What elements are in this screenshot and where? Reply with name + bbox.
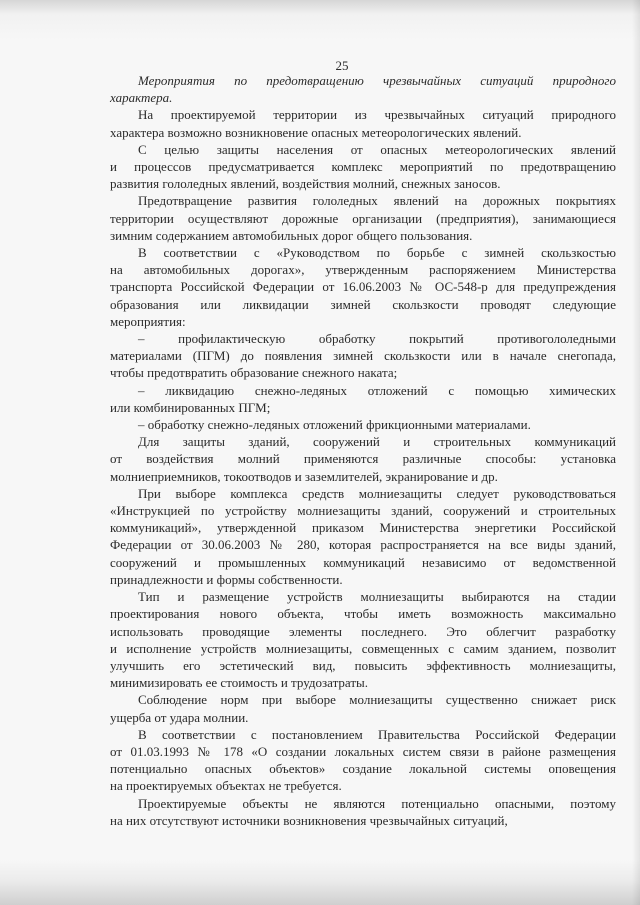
text-line: Предотвращение развития гололедных явлений на дорожных покрытиях: [138, 193, 616, 209]
paragraph: [110, 141, 616, 193]
paragraph: [110, 433, 616, 485]
text-line: С целью защиты населения от опасных метеорологических явлений: [138, 141, 616, 157]
paragraph: [110, 382, 616, 416]
text-line: молниеприемников, токоотводов и заземлителей, экранирование и др.: [110, 468, 498, 484]
paragraph: [110, 588, 616, 691]
text-line: – ликвидацию снежно-ледяных отложений с помощью химических: [138, 382, 616, 398]
text-line: улучшить его эстетический вид, повысить эффективность молниезащиты,: [110, 657, 616, 673]
text-line: образования или ликвидации зимней скользкости проводят следующие: [110, 296, 616, 312]
text-line: и исполнение устройств молниезащиты, совмещенных с самим зданием, позволит: [110, 640, 616, 656]
text-line: использовать проводящие элементы последнего. Это облегчит разработку: [110, 623, 616, 639]
text-line: минимизировать ее стоимость и трудозатраты.: [110, 675, 369, 691]
text-line: На проектируемой территории из чрезвычайных ситуаций природного: [138, 107, 616, 123]
text-line: территории осуществляют дорожные организации (предприятия), занимающиеся: [110, 210, 616, 226]
text-line: на проектируемых объектах не требуется.: [110, 778, 342, 794]
text-line: Для защиты зданий, сооружений и строительных коммуникаций: [138, 434, 616, 450]
section-heading: [110, 72, 616, 106]
paragraph: [110, 485, 616, 588]
text-line: проектирования нового объекта, чтобы иметь возможность максимально: [110, 606, 616, 622]
text-line: Тип и размещение устройств молниезащиты выбираются на стадии: [138, 589, 616, 605]
text-line: – профилактическую обработку покрытий противогололедными: [138, 331, 616, 347]
text-line: на автомобильных дорогах», утвержденным распоряжением Министерства: [110, 262, 616, 278]
page-number: 25: [335, 58, 349, 73]
paragraph: [110, 192, 616, 244]
text-line: от воздействия молний применяются различные способы: установка: [110, 451, 616, 467]
text-line: и процессов предусматривается комплекс мероприятий по предотвращению: [110, 159, 616, 175]
text-line: или комбинированных ПГМ;: [110, 399, 271, 415]
text-line: При выборе комплекса средств молниезащиты следует руководствоваться: [138, 485, 616, 501]
text-line: от 01.03.1993 № 178 «О создании локальных систем связи в районе размещения: [110, 743, 616, 759]
text-line: развития гололедных явлений, воздействия молний, снежных заносов.: [110, 176, 501, 192]
text-line: Соблюдение норм при выборе молниезащиты существенно снижает риск: [138, 692, 616, 708]
paragraph: [110, 795, 616, 829]
text-line: В соответствии с «Руководством по борьбе с зимней скользкостью: [138, 245, 616, 261]
text-line: характера возможно возникновение опасных метеорологических явлений.: [110, 124, 522, 140]
text-line: Федерации от 30.06.2003 № 280, которая распространяется на все виды зданий,: [110, 537, 616, 553]
text-line: зимним содержанием автомобильных дорог общего пользования.: [110, 227, 473, 243]
text-line: характера.: [110, 90, 173, 106]
text-line: сооружений и промышленных коммуникаций независимо от ведомственной: [110, 554, 616, 570]
paragraph: [110, 106, 616, 140]
text-line: транспорта Российской Федерации от 16.06.2003 № ОС-548-р для предупреждения: [110, 279, 616, 295]
paragraph: [110, 244, 616, 330]
text-line: чтобы предотвратить образование снежного наката;: [110, 365, 398, 381]
text-line: мероприятия:: [110, 313, 186, 329]
text-line: потенциально опасных объектов» создание локальной системы оповещения: [110, 761, 616, 777]
text-line: материалами (ПГМ) до появления зимней скользкости или в начале снегопада,: [110, 348, 616, 364]
paragraph: [110, 726, 616, 795]
text-line: Мероприятия по предотвращению чрезвычайных ситуаций природного: [138, 73, 616, 88]
text-line: ущерба от удара молнии.: [110, 709, 249, 725]
text-line: принадлежности и формы собственности.: [110, 571, 343, 587]
paragraph: [110, 330, 616, 382]
paragraph: [110, 416, 616, 433]
page-edge-shadow: [632, 0, 640, 905]
text-line: на них отсутствуют источники возникновения чрезвычайных ситуаций,: [110, 812, 508, 828]
text-line: – обработку снежно-ледяных отложений фрикционными материалами.: [138, 417, 531, 433]
text-line: В соответствии с постановлением Правительства Российской Федерации: [138, 726, 616, 742]
text-line: «Инструкцией по устройству молниезащиты зданий, сооружений и строительных: [110, 503, 616, 519]
paragraph: [110, 691, 616, 725]
text-line: Проектируемые объекты не являются потенциально опасными, поэтому: [138, 795, 616, 811]
document-body: [110, 72, 616, 829]
text-line: коммуникаций», утвержденной приказом Министерства энергетики Российской: [110, 520, 616, 536]
